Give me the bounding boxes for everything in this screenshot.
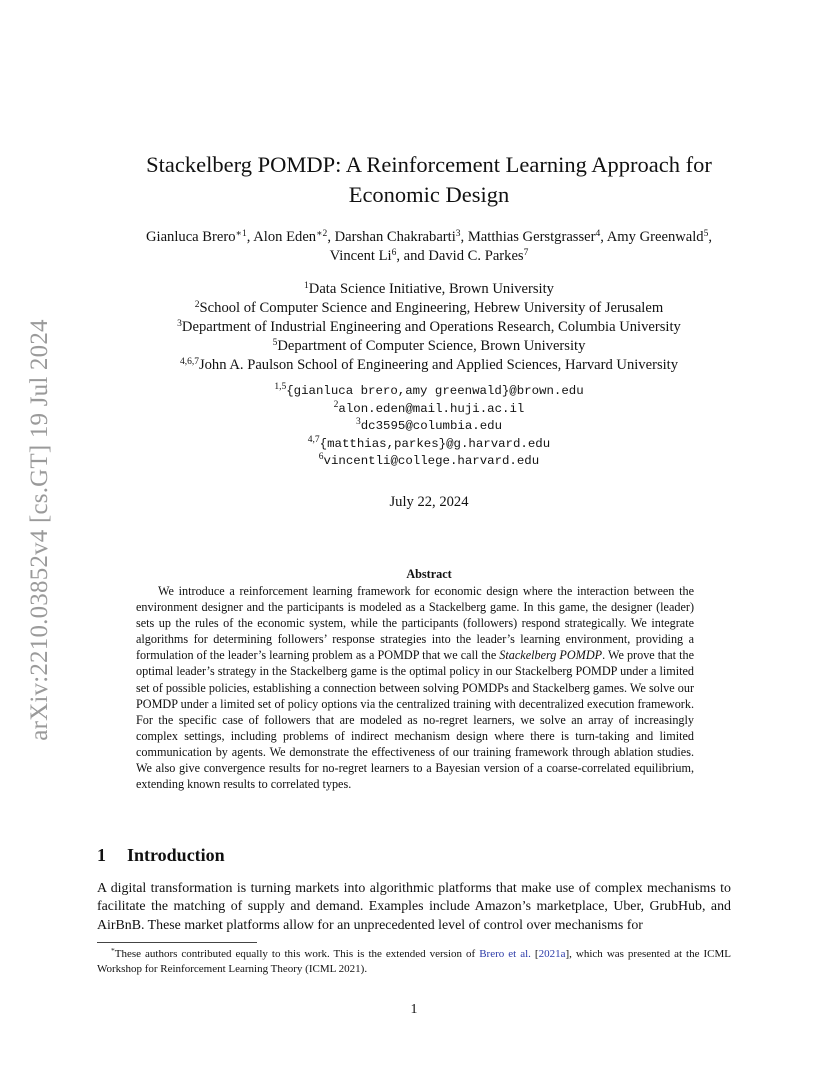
paper-title — [70, 150, 788, 210]
author-mark: 7 — [523, 247, 529, 258]
affiliation-text: Department of Computer Science, Brown University — [277, 338, 586, 354]
author-name: Vincent Li — [329, 247, 392, 264]
author-separator: , — [708, 229, 713, 245]
footnote-mark: * — [111, 946, 115, 955]
author-list — [70, 228, 788, 265]
page-number: 1 — [410, 1002, 418, 1017]
affiliation-item — [70, 299, 788, 318]
author-mark: 5 — [703, 229, 709, 239]
author-name: Gianluca Brero — [145, 229, 236, 245]
author-separator: , — [460, 229, 468, 245]
title-line-1: Stackelberg POMDP: A Reinforcement Learning Approach for — [146, 152, 712, 177]
author-separator: , and — [396, 247, 429, 264]
footnote — [97, 947, 731, 977]
email-list — [70, 382, 788, 470]
email-address[interactable]: {matthias,parkes}@g.harvard.edu — [319, 436, 551, 451]
affiliation-item — [70, 337, 788, 356]
affiliation-item — [70, 280, 788, 299]
abstract-text-part-2: . We prove that the optimal leader’s strategy in the Stackelberg game is the optimal policy in our Stackelberg POMDP under a limited set of possible policies, establishing a connection between solving POMDPs and Stackelberg games. We solve our POMDP under a limited set of policy options via the centralized training with decentralized execution framework. For the specific case of followers that are modeled as no-regret learners, we solve an array of increasingly complex settings, including problems of indirect mechanism design where there is turn-taking and limited communication by agents. We demonstrate the effectiveness of our training framework through ablation studies. We also give convergence results for no-regret learners to a Bayesian version of a coarse-correlated equilibrium, extending known results to correlated types. — [136, 648, 694, 792]
affiliation-list — [70, 280, 788, 375]
author-separator: , — [246, 229, 254, 245]
citation-link-year[interactable]: 2021a — [538, 948, 566, 960]
email-mark: 4,7 — [307, 434, 320, 445]
abstract-emphasis: Stackelberg POMDP — [499, 648, 603, 663]
affiliation-item — [70, 356, 788, 375]
affiliation-item — [70, 318, 788, 337]
email-mark: 3 — [355, 417, 361, 427]
email-address[interactable]: alon.eden@mail.huji.ac.il — [338, 401, 525, 416]
author-line-1 — [70, 228, 788, 247]
abstract-text-part-1: We introduce a reinforcement learning framework for economic design where the interaction between the environment designer and the participants is modeled as a Stackelberg game. In this game, the designer (leader) sets up the rules of the economic system, while the participants (followers) respond strategically. We integrate algorithms for determining followers’ response strategies into the leader’s learning environment, providing a formulation of the leader’s learning problem as a POMDP that we call the — [136, 584, 694, 663]
email-item — [70, 400, 788, 418]
email-mark: 2 — [333, 399, 339, 410]
affiliation-mark: 2 — [194, 300, 200, 310]
author-mark: ∗2 — [316, 229, 328, 239]
author-name: Alon Eden — [253, 229, 317, 245]
author-name: Darshan Chakrabarti — [334, 229, 456, 245]
author-mark: 3 — [455, 229, 461, 239]
email-address[interactable]: dc3595@columbia.edu — [360, 419, 503, 433]
author-mark: 4 — [595, 229, 601, 239]
abstract-body — [136, 583, 694, 792]
title-line-2: Economic Design — [348, 182, 510, 207]
email-item — [70, 382, 788, 400]
affiliation-mark: 3 — [177, 319, 182, 329]
email-address[interactable]: vincentli@college.harvard.edu — [323, 454, 540, 468]
affiliation-mark: 4,6,7 — [179, 357, 199, 367]
citation-bracket-open: [ — [530, 948, 539, 960]
email-address[interactable]: {gianluca brero,amy greenwald}@brown.edu — [286, 384, 584, 398]
affiliation-text: John A. Paulson School of Engineering and Applied Sciences, Harvard University — [198, 357, 679, 373]
publication-date: July 22, 2024 — [389, 494, 469, 510]
author-mark: ∗1 — [235, 229, 247, 239]
affiliation-mark: 5 — [272, 338, 278, 348]
email-item — [70, 452, 788, 470]
affiliation-mark: 1 — [304, 281, 309, 291]
email-mark: 6 — [318, 452, 324, 462]
email-item — [70, 435, 788, 453]
affiliation-text: School of Computer Science and Engineering, Hebrew University of Jerusalem — [199, 300, 664, 316]
email-mark: 1,5 — [274, 382, 287, 392]
section-title: Introduction — [127, 845, 225, 865]
introduction-paragraph: A digital transformation is turning markets into algorithmic platforms that make use of complex mechanisms to facilitate the matching of supply and demand. Examples include Amazon’s marketplace, Uber, GrubHub, and AirBnB. These market platforms allow for an unprecedented level of control over mechanisms for — [97, 881, 731, 933]
author-name: Amy Greenwald — [606, 229, 704, 245]
author-name: David C. Parkes — [428, 247, 524, 264]
affiliation-text: Data Science Initiative, Brown University — [308, 281, 554, 297]
footnote-divider — [97, 942, 257, 943]
author-name: Matthias Gerstgrasser — [467, 229, 596, 245]
section-number: 1 — [97, 845, 106, 865]
arxiv-id-text: arXiv:2210.03852v4 [cs.GT] 19 Jul 2024 — [26, 319, 53, 741]
author-line-2 — [70, 247, 788, 266]
author-mark: 6 — [391, 247, 397, 258]
affiliation-text: Department of Industrial Engineering and Operations Research, Columbia University — [181, 319, 681, 335]
abstract-heading: Abstract — [406, 567, 452, 581]
citation-link-author[interactable]: Brero et al. — [479, 948, 531, 960]
footnote-text-before: These authors contributed equally to this work. This is the extended version of — [114, 948, 480, 960]
email-item — [70, 417, 788, 435]
author-separator: , — [600, 229, 607, 245]
footnote-text-after: ], which was presented at the ICML Workshop for Reinforcement Learning Theory (ICML 2021). — [97, 948, 731, 975]
section-heading-introduction — [97, 845, 225, 866]
author-separator: , — [327, 229, 335, 245]
arxiv-identifier-stamp — [22, 295, 58, 765]
